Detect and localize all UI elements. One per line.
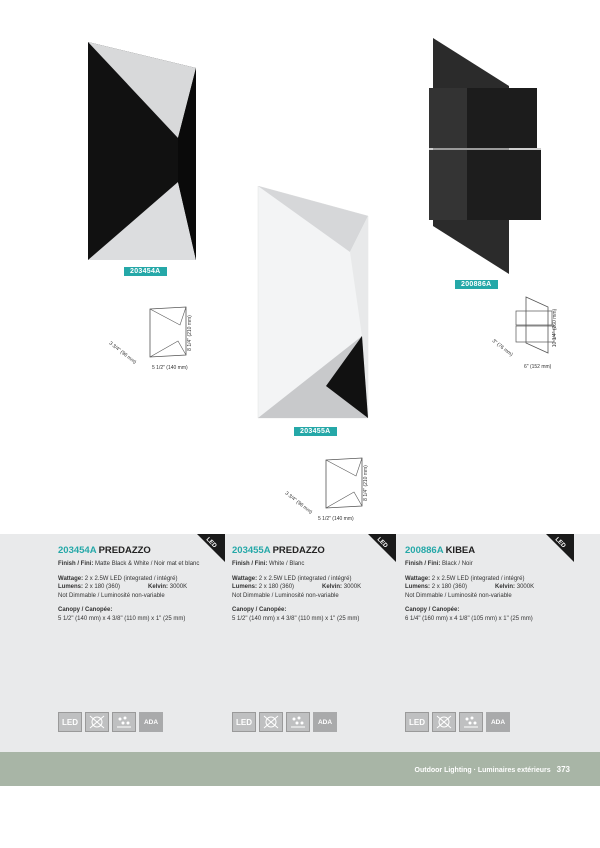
product-sku: 203455A (232, 545, 271, 556)
dimension-depth: 3 3/4" (96 mm) (283, 490, 314, 516)
finish-label: Finish / Fini: (58, 561, 94, 567)
led-badge-label: LED (204, 536, 218, 550)
led-badge-label: LED (553, 536, 567, 550)
canopy-value: 5 1/2" (140 mm) x 4 3/8" (110 mm) x 1" (25 mm) (232, 615, 360, 622)
dimension-drawing (512, 295, 559, 357)
dimension-height: 8 1/4" (210 mm) (362, 465, 369, 501)
product-image-200886a (425, 38, 545, 274)
lumens-label: Lumens: (58, 584, 84, 590)
canopy-value: 6 1/4" (160 mm) x 4 1/8" (105 mm) x 1" (25 mm) (405, 615, 533, 622)
product-tag: 203454A (124, 267, 167, 276)
kelvin-value: 3000K (169, 584, 188, 590)
dimension-width: 5 1/2" (140 mm) (318, 516, 354, 522)
wattage-label: Wattage: (58, 575, 84, 582)
product-name: PREDAZZO (98, 545, 151, 556)
wattage-value: 2 x 2.5W LED (integrated / intégré) (84, 575, 178, 582)
canopy-label: Canopy / Canopée: (405, 607, 460, 613)
spec-column-200886a (405, 540, 577, 623)
lumens-label: Lumens: (405, 584, 431, 590)
page-number: 373 (556, 765, 570, 774)
canopy-label: Canopy / Canopée: (232, 607, 287, 613)
kelvin-value: 3000K (516, 584, 535, 590)
product-tag: 200886A (455, 280, 498, 289)
product-image-203455a (256, 186, 370, 420)
product-sku: 200886A (405, 545, 444, 556)
kelvin-label: Kelvin: (148, 584, 169, 590)
led-icon: LED (58, 712, 82, 732)
product-name: KIBEA (445, 545, 476, 556)
finish-value: Black / Noir (442, 561, 473, 567)
lumens-value: 2 x 180 (360) (84, 584, 121, 590)
kelvin-label: Kelvin: (322, 584, 343, 590)
wattage-label: Wattage: (232, 575, 258, 582)
led-icon: LED (232, 712, 256, 732)
spec-column-203454a (58, 540, 230, 623)
lumens-value: 2 x 180 (360) (258, 584, 295, 590)
product-image-203454a (86, 42, 198, 262)
product-sku: 203454A (58, 545, 97, 556)
feature-icons (58, 712, 163, 732)
lumens-label: Lumens: (232, 584, 258, 590)
no-water-icon (259, 712, 283, 732)
canopy-label: Canopy / Canopée: (58, 607, 113, 613)
wattage-label: Wattage: (405, 575, 431, 582)
feature-icons (405, 712, 510, 732)
finish-value: Matte Black & White / Noir mat et blanc (95, 561, 200, 567)
finish-value: White / Blanc (269, 561, 305, 567)
dimmable-text: Not Dimmable / Luminosité non-variable (405, 592, 512, 599)
finish-label: Finish / Fini: (405, 561, 441, 567)
finish-label: Finish / Fini: (232, 561, 268, 567)
dimension-height: 8 1/4" (210 mm) (186, 315, 193, 351)
dimmable-text: Not Dimmable / Luminosité non-variable (58, 592, 165, 599)
ada-icon: ADA (139, 712, 163, 732)
dimension-drawing (146, 305, 192, 363)
dimension-depth: 3" (76 mm) (490, 338, 514, 358)
rain-icon (286, 712, 310, 732)
led-badge-label: LED (375, 536, 389, 550)
product-name: PREDAZZO (272, 545, 325, 556)
no-water-icon (85, 712, 109, 732)
ada-icon: ADA (313, 712, 337, 732)
rain-icon (112, 712, 136, 732)
kelvin-label: Kelvin: (495, 584, 516, 590)
wattage-value: 2 x 2.5W LED (integrated / intégré) (258, 575, 352, 582)
wattage-value: 2 x 2.5W LED (integrated / intégré) (431, 575, 525, 582)
dimension-height: 10 1/4" (260 mm) (552, 308, 559, 348)
dimension-drawing (322, 456, 368, 514)
dimension-depth: 3 3/4" (96 mm) (107, 340, 138, 366)
spec-column-203455a (232, 540, 404, 623)
ada-icon: ADA (486, 712, 510, 732)
footer-section-title: Outdoor Lighting · Luminaires extérieurs (414, 767, 551, 774)
dimension-width: 5 1/2" (140 mm) (152, 365, 188, 371)
kelvin-value: 3000K (343, 584, 362, 590)
canopy-value: 5 1/2" (140 mm) x 4 3/8" (110 mm) x 1" (25 mm) (58, 615, 186, 622)
dimension-width: 6" (152 mm) (524, 364, 552, 370)
dimmable-text: Not Dimmable / Luminosité non-variable (232, 592, 339, 599)
rain-icon (459, 712, 483, 732)
lumens-value: 2 x 180 (360) (431, 584, 468, 590)
led-icon: LED (405, 712, 429, 732)
no-water-icon (432, 712, 456, 732)
footer-text (415, 765, 570, 774)
feature-icons (232, 712, 337, 732)
product-tag: 203455A (294, 427, 337, 436)
